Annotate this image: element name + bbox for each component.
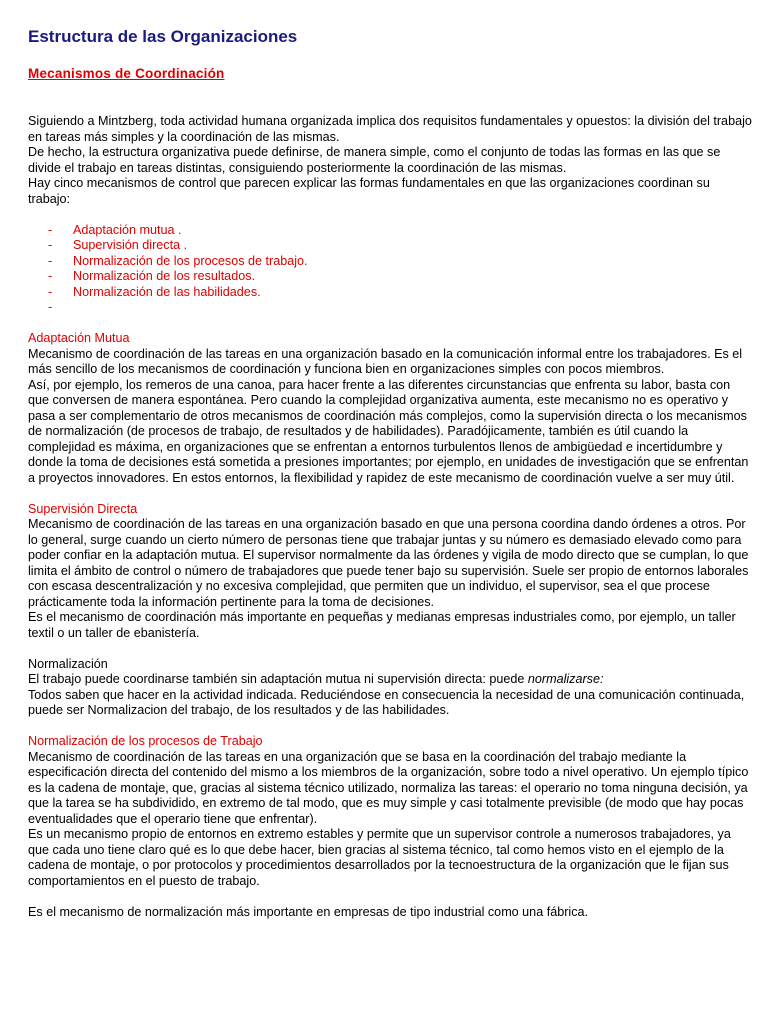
paragraph: Es el mecanismo de coordinación más importante en pequeñas y medianas empresas industriales como, por ejemplo, un taller textil o un taller de ebanistería. — [28, 610, 736, 640]
paragraph: Mecanismo de coordinación de las tareas en una organización que se basa en la coordinación del trabajo mediante la especificación directa del contenido del mismo a los miembros de la organización, sobre todo a nivel operativo. Un ejemplo típico es la cadena de montaje, que, gracias al sistema técnico utilizado, normaliza las tareas: el operario no toma ninguna decisión, ya que la tarea se ha subdividido, en extremo de tal modo, que es muy simple y casi totalmente previsible (de modo que hay pocas eventualidades que el operario tiene que enfrentar). — [28, 749, 749, 826]
list-item-text: Supervisión directa . — [73, 238, 188, 252]
paragraph: Es un mecanismo propio de entornos en extremo estables y permite que un supervisor controle a numerosos trabajadores, ya que cada uno tiene claro qué es lo que debe hacer, bien gracias al sistema técnico, tal como hemos visto en el ejemplo de la cadena de montaje, o por protocolos y procedimientos desarrollados por la tecnoestructura de la organización que le fijan sus comportamientos en el puesto de trabajo. — [28, 827, 731, 888]
paragraph: Así, por ejemplo, los remeros de una canoa, para hacer frente a las diferentes circunstancias que enfrenta su labor, basta con que conversen de manera espontánea. Pero cuando la complejidad organizativa aumenta, este mecanismo no es operativo y pasa a ser complementario de otros mecanismos de coordinación más complejos, como la supervisión directa o los mecanismos de normalización (de procesos de trabajo, de resultados y de habilidades). Paradójicamente, también es útil cuando la complejidad es máxima, en organizaciones que se enfrentan a entornos turbulentos llenos de ambigüedad e incertidumbre y donde la toma de decisiones está sometida a presiones importantes; por ejemplo, en unidades de investigación que se enfrentan a proyectos innovadores. En estos entornos, la flexibilidad y rapidez de este mecanismo de coordinación vuelve a ser muy útil. — [28, 377, 749, 485]
paragraph-text: El trabajo puede coordinarse también sin adaptación mutua ni supervisión directa: puede — [28, 672, 525, 686]
list-dash: - — [48, 222, 53, 237]
list-item-text: Normalización de los procesos de trabajo. — [73, 253, 308, 268]
list-item — [28, 269, 753, 285]
list-item — [28, 300, 753, 316]
list-item — [28, 285, 753, 301]
section-heading-adaptacion: Adaptación Mutua — [28, 331, 130, 345]
list-dash: - — [48, 269, 53, 283]
mechanisms-list — [28, 223, 753, 316]
list-item-text: Normalización de las habilidades. — [73, 284, 261, 299]
list-dash: - — [48, 284, 53, 299]
list-dash: - — [48, 300, 53, 314]
paragraph — [28, 672, 753, 688]
paragraph: Todos saben que hacer en la actividad indicada. Reduciéndose en consecuencia la necesidad de una comunicación continuada, puede ser Normalizacion del trabajo, de los resultados y de las habilidades. — [28, 687, 745, 717]
section-heading-normalizacion: Normalización — [28, 656, 108, 671]
paragraph: Mecanismo de coordinación de las tareas en una organización basado en la comunicación informal entre los trabajadores. Es el más sencillo de los mecanismos de coordinación y funciona bien en organizaciones simples con pocos miembros. — [28, 346, 743, 376]
list-item — [28, 223, 753, 239]
section-subtitle: Mecanismos de Coordinación — [28, 66, 225, 81]
intro-paragraph: Hay cinco mecanismos de control que parecen explicar las formas fundamentales en que las organizaciones coordinan su trabajo: — [28, 176, 710, 206]
list-dash: - — [48, 253, 53, 268]
emphasis-text: normalizarse: — [527, 672, 604, 686]
list-item-text: Normalización de los resultados. — [73, 269, 255, 283]
paragraph: Mecanismo de coordinación de las tareas en una organización basado en que una persona coordina dando órdenes a otros. Por lo general, surge cuando un cierto número de personas tiene que trabajar juntas y su número es demasiado elevado como para poder confiar en la adaptación mutua. El supervisor normalmente da las órdenes y vigila de modo directo que se cumplan, lo que limita el ámbito de control o número de trabajadores que puede tener bajo su supervisión. Suele ser propio de entornos laborales con escasa descentralización y no excesiva complejidad, que permiten que un individuo, el supervisor, sea el que procese prácticamente toda la información pertinente para la toma de decisiones. — [28, 517, 749, 609]
list-item-text: Adaptación mutua . — [73, 222, 182, 237]
intro-paragraph: De hecho, la estructura organizativa puede definirse, de manera simple, como el conjunto de todas las formas en las que se divide el trabajo en tareas distintas, consiguiendo posteriormente la coordinación de las mismas. — [28, 145, 721, 175]
list-item — [28, 254, 753, 270]
list-item — [28, 238, 753, 254]
section-heading-procesos: Normalización de los procesos de Trabajo — [28, 734, 263, 748]
list-dash: - — [48, 238, 53, 252]
paragraph: Es el mecanismo de normalización más importante en empresas de tipo industrial como una fábrica. — [28, 904, 588, 919]
intro-paragraph: Siguiendo a Mintzberg, toda actividad humana organizada implica dos requisitos fundamentales y opuestos: la división del trabajo en tareas más simples y la coordinación de las mismas. — [28, 114, 752, 144]
section-heading-supervision: Supervisión Directa — [28, 501, 138, 516]
document-title: Estructura de las Organizaciones — [28, 27, 298, 46]
document-body — [28, 114, 753, 920]
